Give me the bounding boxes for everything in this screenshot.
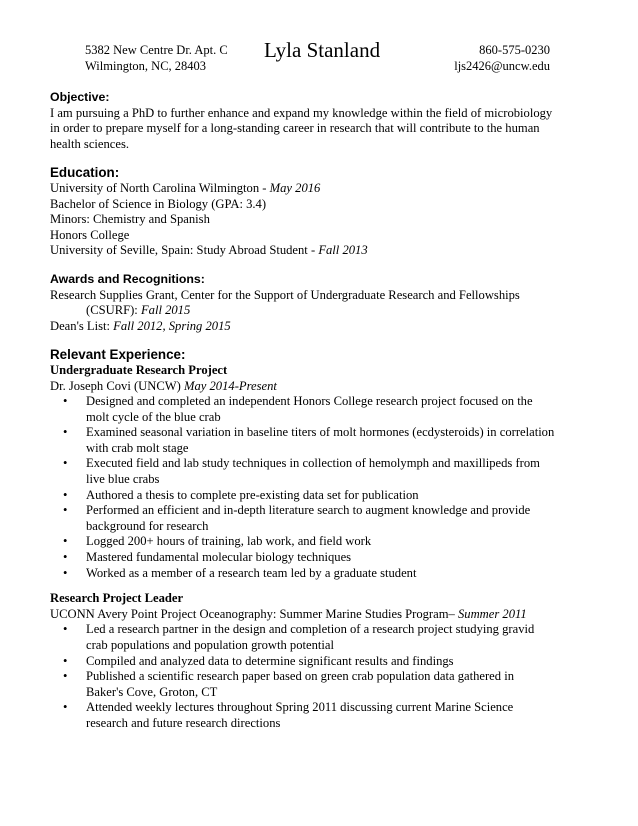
bullet-text: Examined seasonal variation in baseline titers of molt hormones (ecdysteroids) in correlation <box>86 425 555 440</box>
deans-list-dates: Fall 2012, Spring 2015 <box>113 318 231 333</box>
bullet-item <box>50 534 595 550</box>
bullet-item <box>50 654 595 670</box>
job1-supervisor-line <box>50 379 595 395</box>
bullet-icon: • <box>63 700 68 715</box>
graduation-date: May 2016 <box>269 180 321 195</box>
job2-title: Research Project Leader <box>50 591 184 606</box>
bullet-text: research and future research directions <box>86 715 281 730</box>
bullet-icon: • <box>63 487 68 502</box>
bullet-item <box>50 394 595 425</box>
job1-title: Undergraduate Research Project <box>50 362 228 377</box>
education-minors: Minors: Chemistry and Spanish <box>50 212 210 227</box>
bullet-text: Executed field and lab study techniques in collection of hemolymph and maxillipeds from <box>86 456 540 471</box>
job1-supervisor: Dr. Joseph Covi (UNCW) <box>50 378 181 393</box>
university-name: University of North Carolina Wilmington - <box>50 180 267 195</box>
bullet-item <box>50 456 595 487</box>
award-deans-list <box>50 319 595 335</box>
job2-bullet-list <box>50 622 595 731</box>
bullet-icon: • <box>63 550 68 565</box>
bullet-item <box>50 488 595 504</box>
bullet-item <box>50 550 595 566</box>
job2-org: UCONN Avery Point Project Oceanography: Summer Marine Studies Program– <box>50 606 455 621</box>
bullet-item <box>50 425 595 456</box>
bullet-text: live blue crabs <box>86 472 160 487</box>
bullet-icon: • <box>63 653 68 668</box>
email-address: ljs2426@uncw.edu <box>454 59 550 73</box>
phone-number: 860-575-0230 <box>479 43 550 57</box>
bullet-item <box>50 622 595 653</box>
bullet-text: with crab molt stage <box>86 440 189 455</box>
awards-heading: Awards and Recognitions: <box>50 271 205 286</box>
bullet-icon: • <box>63 503 68 518</box>
objective-text <box>50 106 595 153</box>
bullet-text: molt cycle of the blue crab <box>86 409 221 424</box>
education-university <box>50 181 595 197</box>
bullet-text: Published a scientific research paper based on green crab population data gathered in <box>86 669 515 684</box>
bullet-item <box>50 503 595 534</box>
experience-heading: Relevant Experience: <box>50 347 186 363</box>
bullet-text: background for research <box>86 518 209 533</box>
job2-dates: Summer 2011 <box>457 606 527 621</box>
bullet-text: Attended weekly lectures throughout Spring 2011 discussing current Marine Science <box>86 700 514 715</box>
objective-line: in order to prepare myself for a long-standing career in research that will contribute to the human <box>50 121 540 136</box>
award-grant-org: (CSURF): <box>86 303 138 318</box>
resume-body <box>50 90 595 732</box>
candidate-name: Lyla Stanland <box>264 38 381 62</box>
bullet-text: Led a research partner in the design and completion of a research project studying gravid <box>86 622 535 637</box>
award-grant-date: Fall 2015 <box>140 303 191 318</box>
job2-org-line <box>50 607 595 623</box>
bullet-text: Designed and completed an independent Honors College research project focused on the <box>86 394 533 409</box>
objective-line: health sciences. <box>50 136 130 151</box>
bullet-icon: • <box>63 394 68 409</box>
bullet-icon: • <box>63 456 68 471</box>
objective-line: I am pursuing a PhD to further enhance and expand my knowledge within the field of microbiology <box>50 105 553 120</box>
award-grant-line: Research Supplies Grant, Center for the Support of Undergraduate Research and Fellowships <box>50 287 520 302</box>
bullet-icon: • <box>63 669 68 684</box>
objective-heading: Objective: <box>50 90 110 104</box>
bullet-text: Performed an efficient and in-depth literature search to augment knowledge and provide <box>86 503 531 518</box>
bullet-text: Baker's Cove, Groton, CT <box>86 684 218 699</box>
bullet-icon: • <box>63 622 68 637</box>
address-line-2: Wilmington, NC, 28403 <box>85 59 207 73</box>
education-honors: Honors College <box>50 227 130 242</box>
address-line-1: 5382 New Centre Dr. Apt. C <box>85 43 228 57</box>
bullet-text: Authored a thesis to complete pre-existing data set for publication <box>86 487 419 502</box>
abroad-program: University of Seville, Spain: Study Abroad Student - <box>50 243 316 258</box>
bullet-icon: • <box>63 565 68 580</box>
job1-bullet-list <box>50 394 595 581</box>
bullet-text: Logged 200+ hours of training, lab work, and field work <box>86 534 372 549</box>
bullet-item <box>50 566 595 582</box>
bullet-text: Worked as a member of a research team led by a graduate student <box>86 565 417 580</box>
bullet-text: Mastered fundamental molecular biology techniques <box>86 550 352 565</box>
education-degree: Bachelor of Science in Biology (GPA: 3.4) <box>50 196 267 211</box>
bullet-text: Compiled and analyzed data to determine significant results and findings <box>86 653 454 668</box>
job1-dates: May 2014-Present <box>183 378 277 393</box>
deans-list-label: Dean's List: <box>50 318 110 333</box>
bullet-item <box>50 700 595 731</box>
bullet-text: crab populations and population growth potential <box>86 638 334 652</box>
abroad-date: Fall 2013 <box>318 243 368 258</box>
award-grant-line-2 <box>50 303 595 319</box>
bullet-icon: • <box>63 534 68 549</box>
bullet-icon: • <box>63 425 68 440</box>
bullet-item <box>50 669 595 700</box>
education-heading: Education: <box>50 165 120 181</box>
education-abroad <box>50 243 595 259</box>
